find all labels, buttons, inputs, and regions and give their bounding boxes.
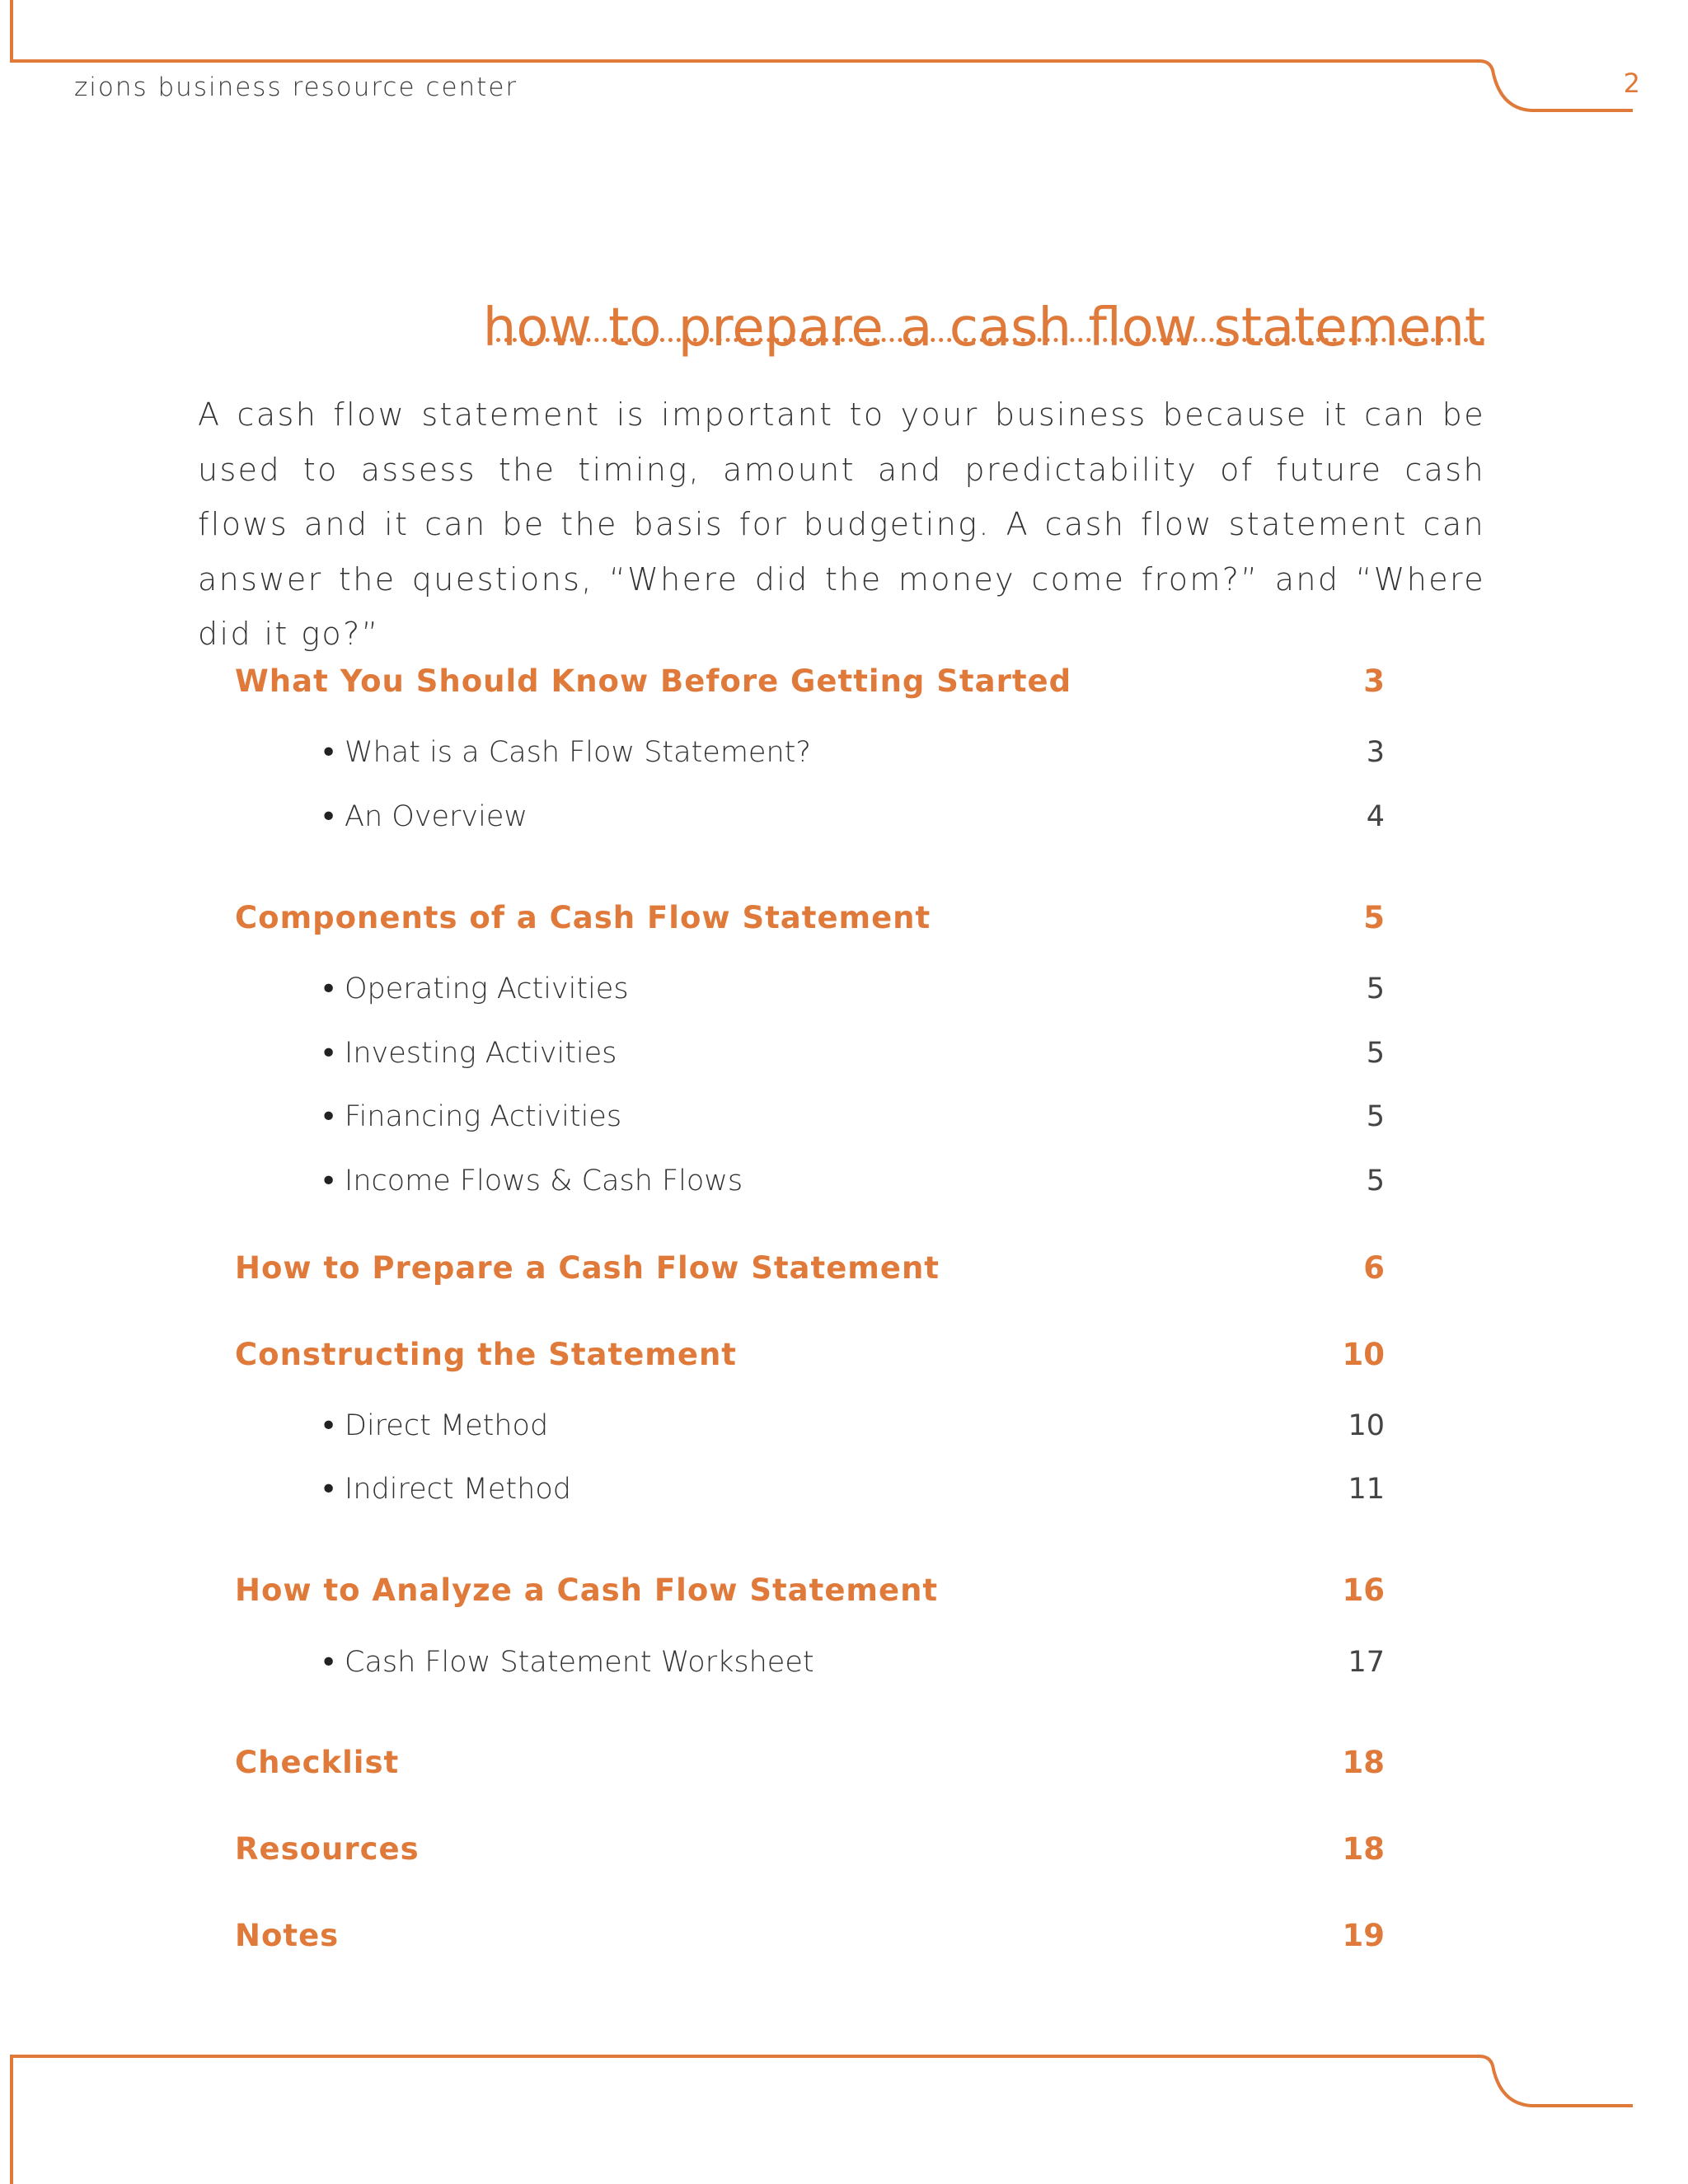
- toc-section-page: 5: [1363, 900, 1385, 935]
- toc-item[interactable]: [0, 1165, 1688, 1206]
- toc-section[interactable]: [0, 1831, 1688, 1872]
- toc-section-page: 3: [1363, 663, 1385, 699]
- toc-item[interactable]: [0, 1646, 1688, 1687]
- toc-section-label: Constructing the Statement: [235, 1337, 737, 1372]
- toc-section-label: How to Analyze a Cash Flow Statement: [235, 1572, 939, 1608]
- toc-item-page: 10: [1348, 1409, 1385, 1442]
- toc-item-page: 11: [1348, 1473, 1385, 1506]
- toc-item-page: 5: [1366, 1165, 1385, 1197]
- toc-section-label: Resources: [235, 1831, 420, 1867]
- header-organization: zions business resource center: [74, 73, 518, 102]
- toc-section[interactable]: [0, 1250, 1688, 1291]
- toc-section-label: How to Prepare a Cash Flow Statement: [235, 1250, 940, 1286]
- title-dotted-rule: [496, 338, 1485, 342]
- toc-section-page: 18: [1342, 1831, 1385, 1867]
- toc-item-label: Indirect Method: [345, 1473, 571, 1506]
- toc-section-label: Components of a Cash Flow Statement: [235, 900, 931, 935]
- toc-item-page: 4: [1366, 800, 1385, 833]
- toc-section[interactable]: [0, 1337, 1688, 1378]
- toc-item-label: Investing Activities: [345, 1037, 617, 1070]
- toc-section[interactable]: [0, 1745, 1688, 1786]
- toc-item[interactable]: [0, 1037, 1688, 1078]
- toc-item-page: 5: [1366, 1100, 1385, 1133]
- toc-section[interactable]: [0, 663, 1688, 705]
- bullet-icon: •: [320, 736, 338, 770]
- toc-item-label: Cash Flow Statement Worksheet: [345, 1646, 814, 1679]
- toc-section-page: 6: [1363, 1250, 1385, 1286]
- toc-item-page: 5: [1366, 972, 1385, 1005]
- toc-section-page: 16: [1342, 1572, 1385, 1608]
- bullet-icon: •: [320, 1646, 338, 1680]
- page-number: 2: [1623, 68, 1640, 99]
- toc-item[interactable]: [0, 1100, 1688, 1141]
- toc-section-page: 18: [1342, 1745, 1385, 1780]
- toc-section[interactable]: [0, 1572, 1688, 1614]
- bullet-icon: •: [320, 800, 338, 834]
- toc-section-label: What You Should Know Before Getting Started: [235, 663, 1072, 699]
- toc-item[interactable]: [0, 800, 1688, 841]
- toc-item-label: Income Flows & Cash Flows: [345, 1165, 743, 1197]
- toc-item-label: Direct Method: [345, 1409, 549, 1442]
- toc-item-label: Operating Activities: [345, 972, 629, 1005]
- toc-item-page: 17: [1348, 1646, 1385, 1679]
- toc-item[interactable]: [0, 1473, 1688, 1514]
- toc-item[interactable]: [0, 736, 1688, 777]
- toc-item-label: An Overview: [345, 800, 528, 833]
- toc-section[interactable]: [0, 1918, 1688, 1959]
- bullet-icon: •: [320, 1100, 338, 1134]
- toc-section-label: Checklist: [235, 1745, 400, 1780]
- intro-paragraph: A cash flow statement is important to your business because it can be used to assess the timing, amount and predictability of future cash flows and it can be the basis for budgeting. A cash flow statement can answer the questions, “Where did the money come from?” and “Where did it go?”: [198, 396, 1485, 652]
- toc-section[interactable]: [0, 900, 1688, 941]
- toc-item[interactable]: [0, 1409, 1688, 1451]
- toc-section-page: 10: [1342, 1337, 1385, 1372]
- page-title: how to prepare a cash flow statement: [482, 297, 1485, 359]
- toc-item-label: Financing Activities: [345, 1100, 622, 1133]
- toc-section-page: 19: [1342, 1918, 1385, 1953]
- bullet-icon: •: [320, 1473, 338, 1507]
- toc-item-label: What is a Cash Flow Statement?: [345, 736, 811, 769]
- toc-item-page: 5: [1366, 1037, 1385, 1070]
- bullet-icon: •: [320, 1165, 338, 1198]
- top-frame-line: [0, 0, 1688, 124]
- toc-section-label: Notes: [235, 1918, 340, 1953]
- toc-item[interactable]: [0, 972, 1688, 1014]
- toc-item-page: 3: [1366, 736, 1385, 769]
- bullet-icon: •: [320, 1409, 338, 1443]
- bullet-icon: •: [320, 1037, 338, 1071]
- bullet-icon: •: [320, 972, 338, 1006]
